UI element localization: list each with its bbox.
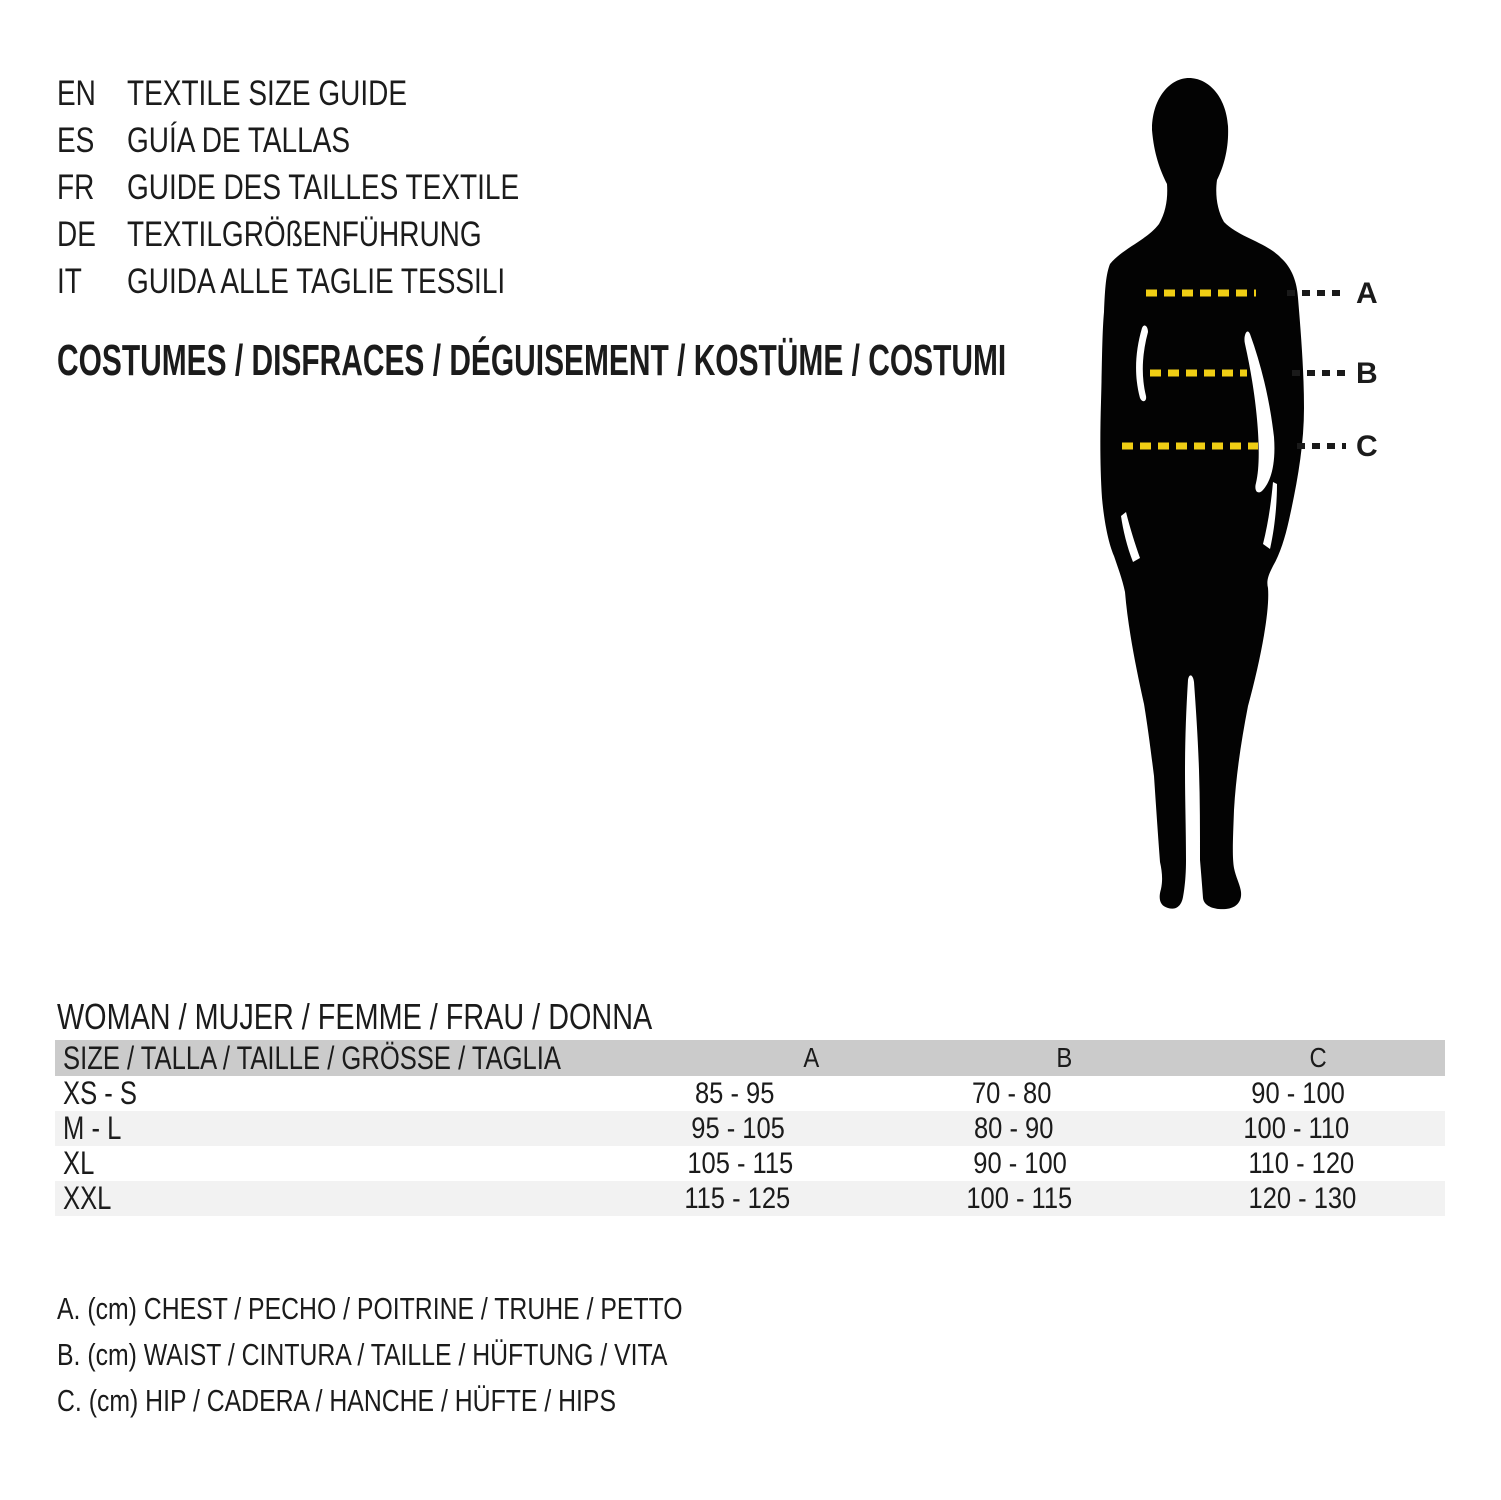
size-table-header-row bbox=[55, 1040, 1445, 1076]
woman-silhouette-svg bbox=[1090, 72, 1390, 912]
lang-label-it: GUIDA ALLE TAGLIE TESSILI bbox=[127, 261, 506, 301]
lang-row-en bbox=[57, 70, 617, 117]
value-cell-a: 85 - 95 bbox=[695, 1076, 775, 1110]
size-cell: XXL bbox=[63, 1180, 112, 1216]
column-header-b: B bbox=[1056, 1042, 1073, 1073]
size-table bbox=[55, 1040, 1445, 1216]
column-header-a: A bbox=[803, 1042, 820, 1073]
lang-code-es: ES bbox=[57, 120, 95, 160]
lang-row-es bbox=[57, 117, 617, 164]
table-row-xxl bbox=[55, 1181, 1445, 1216]
legend-waist: B. (cm) WAIST / CINTURA / TAILLE / HÜFTUNG / VITA bbox=[57, 1337, 668, 1372]
value-cell-b: 70 - 80 bbox=[972, 1076, 1052, 1110]
lang-row-de bbox=[57, 211, 617, 258]
value-cell-c: 120 - 130 bbox=[1248, 1181, 1357, 1215]
lang-row-it bbox=[57, 258, 617, 305]
category-title: COSTUMES / DISFRACES / DÉGUISEMENT / KOSTÜME / COSTUMI bbox=[57, 336, 1007, 385]
lang-row-fr bbox=[57, 164, 617, 211]
lang-code-it: IT bbox=[57, 261, 82, 301]
value-cell-b: 90 - 100 bbox=[973, 1146, 1068, 1180]
legend-hip: C. (cm) HIP / CADERA / HANCHE / HÜFTE / HIPS bbox=[57, 1383, 616, 1418]
value-cell-a: 105 - 115 bbox=[686, 1146, 793, 1180]
table-row-xl bbox=[55, 1146, 1445, 1181]
measurement-figure bbox=[1090, 72, 1390, 912]
lang-label-de: TEXTILGRÖßENFÜHRUNG bbox=[127, 214, 482, 254]
column-header-c: C bbox=[1309, 1042, 1327, 1073]
value-cell-c: 110 - 120 bbox=[1248, 1146, 1355, 1180]
value-cell-b: 100 - 115 bbox=[966, 1181, 1073, 1215]
lang-label-es: GUÍA DE TALLAS bbox=[127, 120, 351, 160]
size-cell: XS - S bbox=[63, 1075, 137, 1111]
legend-chest: A. (cm) CHEST / PECHO / POITRINE / TRUHE / PETTO bbox=[57, 1291, 683, 1326]
value-cell-b: 80 - 90 bbox=[973, 1111, 1053, 1145]
lang-code-en: EN bbox=[57, 73, 96, 113]
section-title-woman: WOMAN / MUJER / FEMME / FRAU / DONNA bbox=[57, 996, 653, 1037]
value-cell-a: 115 - 125 bbox=[684, 1181, 791, 1215]
marker-c-label: C bbox=[1356, 430, 1378, 463]
language-list bbox=[57, 70, 617, 305]
value-cell-c: 90 - 100 bbox=[1251, 1076, 1345, 1110]
size-header-cell: SIZE / TALLA / TAILLE / GRÖSSE / TAGLIA bbox=[63, 1039, 561, 1076]
lang-label-fr: GUIDE DES TAILLES TEXTILE bbox=[127, 167, 520, 207]
table-row-m-l bbox=[55, 1111, 1445, 1146]
lang-code-fr: FR bbox=[57, 167, 95, 207]
size-cell: XL bbox=[63, 1145, 95, 1181]
value-cell-a: 95 - 105 bbox=[691, 1111, 785, 1145]
size-cell: M - L bbox=[63, 1110, 122, 1146]
marker-b-label: B bbox=[1356, 357, 1378, 390]
value-cell-c: 100 - 110 bbox=[1242, 1111, 1349, 1145]
measurement-legend bbox=[57, 1286, 839, 1424]
lang-label-en: TEXTILE SIZE GUIDE bbox=[127, 73, 408, 113]
table-row-xs-s bbox=[55, 1076, 1445, 1111]
marker-a-label: A bbox=[1356, 277, 1378, 310]
lang-code-de: DE bbox=[57, 214, 96, 254]
